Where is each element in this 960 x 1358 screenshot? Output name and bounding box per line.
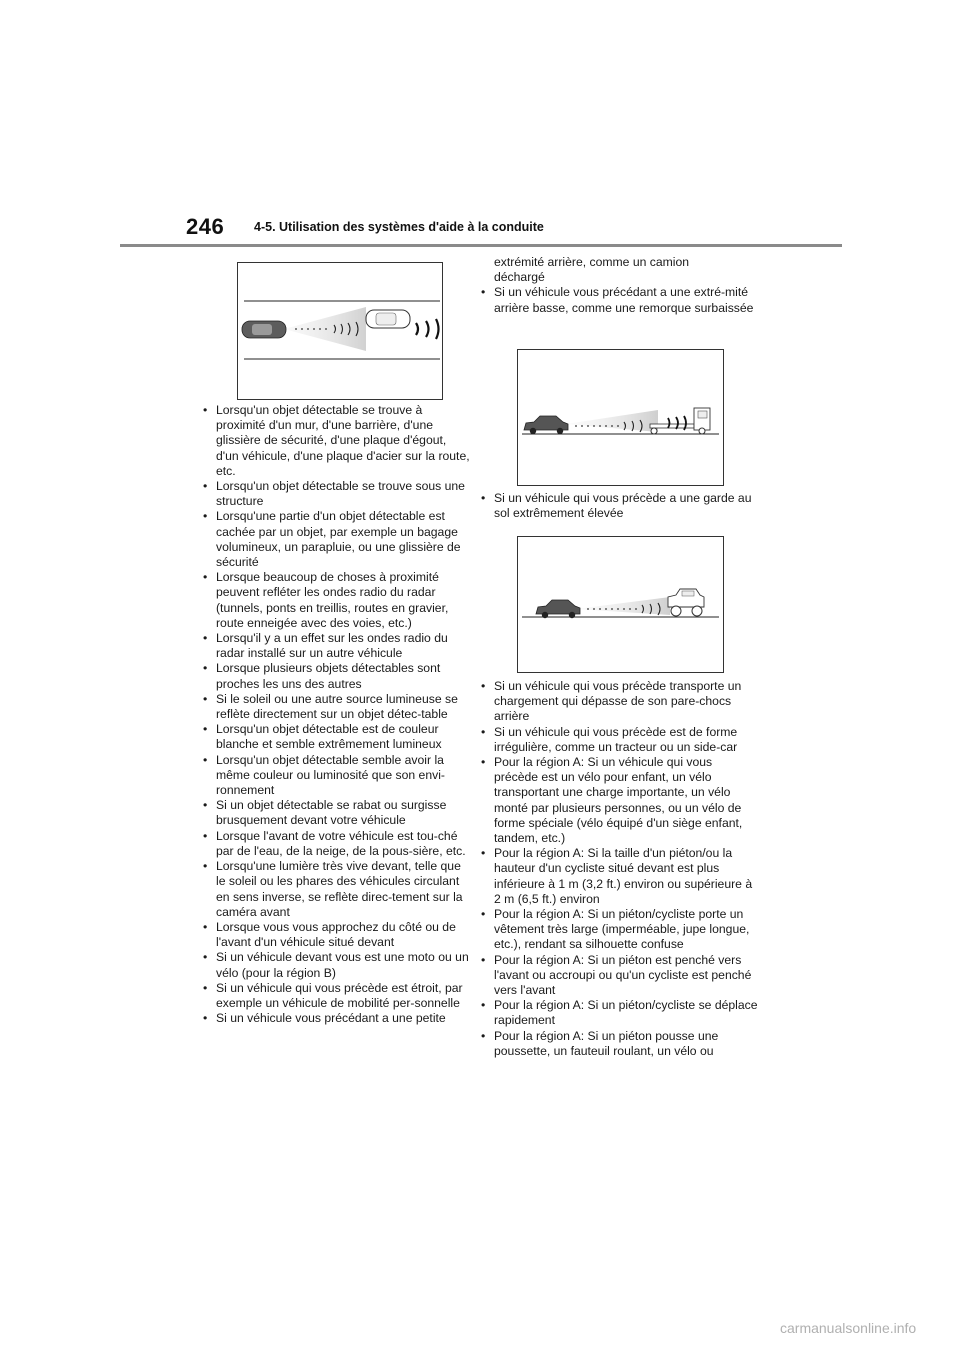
list-item: • Si un objet détectable se rabat ou surgisse brusquement devant votre véhicule (200, 798, 472, 828)
list-item: • Pour la région A: Si un piéton est penché vers l'avant ou accroupi ou qu'un cycliste est penché vers l'avant (478, 953, 758, 999)
own-car-icon (536, 600, 580, 618)
list-item: • Lorsque beaucoup de choses à proximité peuvent refléter les ondes radio du radar (tunnels, ponts en treillis, routes en gravier, route enneigée avec des voies, etc.) (200, 570, 472, 631)
section-title: 4-5. Utilisation des systèmes d'aide à la conduite (254, 220, 544, 234)
right-column-mid (478, 491, 758, 521)
left-bullet-list (200, 403, 472, 1026)
list-item: • Si un véhicule qui vous précède transporte un chargement qui dépasse de son pare-chocs arrière (478, 679, 758, 725)
list-item: • Lorsque l'avant de votre véhicule est tou-ché par de l'eau, de la neige, de la pous-sière, etc. (200, 829, 472, 859)
list-item: • Si un véhicule devant vous est une moto ou un vélo (pour la région B) (200, 950, 472, 980)
right-bullet-list-c (478, 679, 758, 1059)
list-item: • Si un véhicule qui vous précède est de forme irrégulière, comme un tracteur ou un side-car (478, 725, 758, 755)
list-item: • Lorsqu'un objet détectable est de couleur blanche et semble extrêmement lumineux (200, 722, 472, 752)
figure-car-near-object (237, 262, 443, 400)
list-item: • Si un véhicule vous précédant a une petite (200, 1011, 472, 1026)
list-item: • Si un véhicule vous précédant a une extré-mité arrière basse, comme une remorque surbaissée (478, 285, 758, 315)
left-column (200, 403, 472, 1026)
list-item: • Lorsqu'il y a un effet sur les ondes radio du radar installé sur un autre véhicule (200, 631, 472, 661)
list-item: • Lorsqu'un objet détectable se trouve à proximité d'un mur, d'une barrière, d'une glissière de sécurité, d'une plaque d'égout, d'un véhicule, d'une plaque d'acier sur la route, etc. (200, 403, 472, 479)
high-vehicle-icon (668, 589, 704, 616)
list-item: • Pour la région A: Si un véhicule qui vous précède est un vélo pour enfant, un vélo transportant une charge importante, un vélo monté par plusieurs personnes, ou un vélo de forme spéciale (vélo équipé d'un siège enfant, tandem, etc.) (478, 755, 758, 846)
page-number: 246 (186, 214, 225, 239)
right-column-top (478, 255, 758, 316)
list-item: • Pour la région A: Si un piéton/cycliste se déplace rapidement (478, 998, 758, 1028)
trailer-truck-icon (650, 408, 710, 434)
own-car-icon (524, 416, 568, 434)
list-item: • Si un véhicule qui vous précède a une garde au sol extrêmement élevée (478, 491, 758, 521)
figure-low-trailer (517, 349, 724, 486)
list-item: • Lorsqu'une lumière très vive devant, telle que le soleil ou les phares des véhicules circulant en sens inverse, se reflète direc-tement sur la caméra avant (200, 859, 472, 920)
continuation-line: extrémité arrière, comme un camion (494, 255, 690, 269)
watermark: carmanualsonline.info (780, 1320, 917, 1336)
list-item: • Lorsqu'un objet détectable semble avoir la même couleur ou luminosité que son envi-ronnement (200, 753, 472, 799)
list-item: • Si un véhicule qui vous précède est étroit, par exemple un véhicule de mobilité per-sonnelle (200, 981, 472, 1011)
right-bullet-list-b (478, 491, 758, 521)
target-car-icon (366, 310, 410, 328)
illustration-top-view (238, 263, 442, 399)
illustration-side-view-high-vehicle (518, 537, 723, 672)
list-item: • Pour la région A: Si un piéton pousse une poussette, un fauteuil roulant, un vélo ou (478, 1029, 758, 1059)
list-item: • Pour la région A: Si la taille d'un piéton/ou la hauteur d'un cycliste situé devant est plus inférieure à 1 m (3,2 ft.) environ ou supérieure à 2 m (6,5 ft.) environ (478, 846, 758, 907)
figure-high-clearance (517, 536, 724, 673)
continuation-line: déchargé (494, 270, 545, 285)
list-item: • Lorsqu'un objet détectable se trouve sous une structure (200, 479, 472, 509)
right-column-bottom (478, 679, 758, 1059)
list-item: • Lorsque plusieurs objets détectables sont proches les uns des autres (200, 661, 472, 691)
list-item: • Lorsque vous vous approchez du côté ou de l'avant d'un véhicule situé devant (200, 920, 472, 950)
header-rule (120, 244, 842, 247)
own-car-icon (242, 321, 286, 338)
illustration-side-view-trailer (518, 350, 723, 485)
list-item: • Si le soleil ou une autre source lumineuse se reflète directement sur un objet détec-table (200, 692, 472, 722)
list-item: • Pour la région A: Si un piéton/cycliste porte un vêtement très large (imperméable, jupe longue, etc.), rendant sa silhouette confuse (478, 907, 758, 953)
right-bullet-list-a (478, 285, 758, 315)
list-item: • Lorsqu'une partie d'un objet détectable est cachée par un objet, par exemple un bagage volumineux, un parapluie, ou une glissière de sécurité (200, 509, 472, 570)
